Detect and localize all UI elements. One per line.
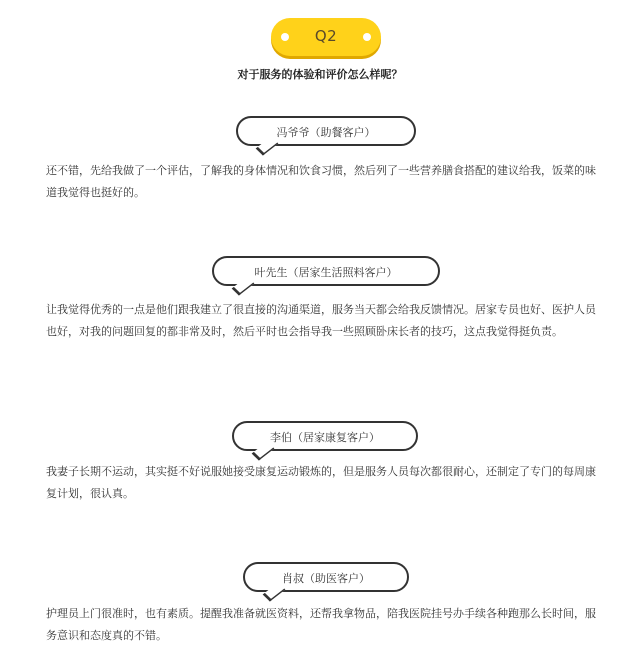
testimonial-answer-4: 护理员上门很准时，也有素质。提醒我准备就医资料，还帮我拿物品，陪我医院挂号办手续各种跑那么长时间，服务意识和态度真的不错。 [46,607,596,642]
speaker-name: 叶先生（居家生活照料客户） [254,266,398,279]
speech-bubble-speaker-4 [243,562,409,592]
question-number: Q2 [314,27,338,45]
testimonial-answer-1: 还不错，先给我做了一个评估，了解我的身体情况和饮食习惯，然后列了一些营养膳食搭配的建议给我，饭菜的味道我觉得也挺好的。 [46,164,596,199]
testimonial-answer-2: 让我觉得优秀的一点是他们跟我建立了很直接的沟通渠道，服务当天都会给我反馈情况。居家专员也好、医护人员也好，对我的问题回复的都非常及时，然后平时也会指导我一些照顾卧床长者的技巧，这点我觉得挺负责。 [46,303,596,338]
speech-bubble-speaker-3 [232,421,418,451]
question-title: 对于服务的体验和评价怎么样呢？ [237,68,403,81]
speaker-name: 冯爷爷（助餐客户） [276,126,376,139]
speech-bubble-speaker-2 [212,256,440,286]
testimonial-answer-3: 我妻子长期不运动，其实挺不好说服她接受康复运动锻炼的，但是服务人员每次都很耐心，还制定了专门的每周康复计划，很认真。 [46,465,596,500]
badge-dot-right [363,33,371,41]
question-badge [271,18,381,56]
speaker-name: 肖叔（助医客户） [282,572,370,585]
speaker-name: 李伯（居家康复客户） [270,431,380,444]
speech-bubble-speaker-1 [236,116,416,146]
